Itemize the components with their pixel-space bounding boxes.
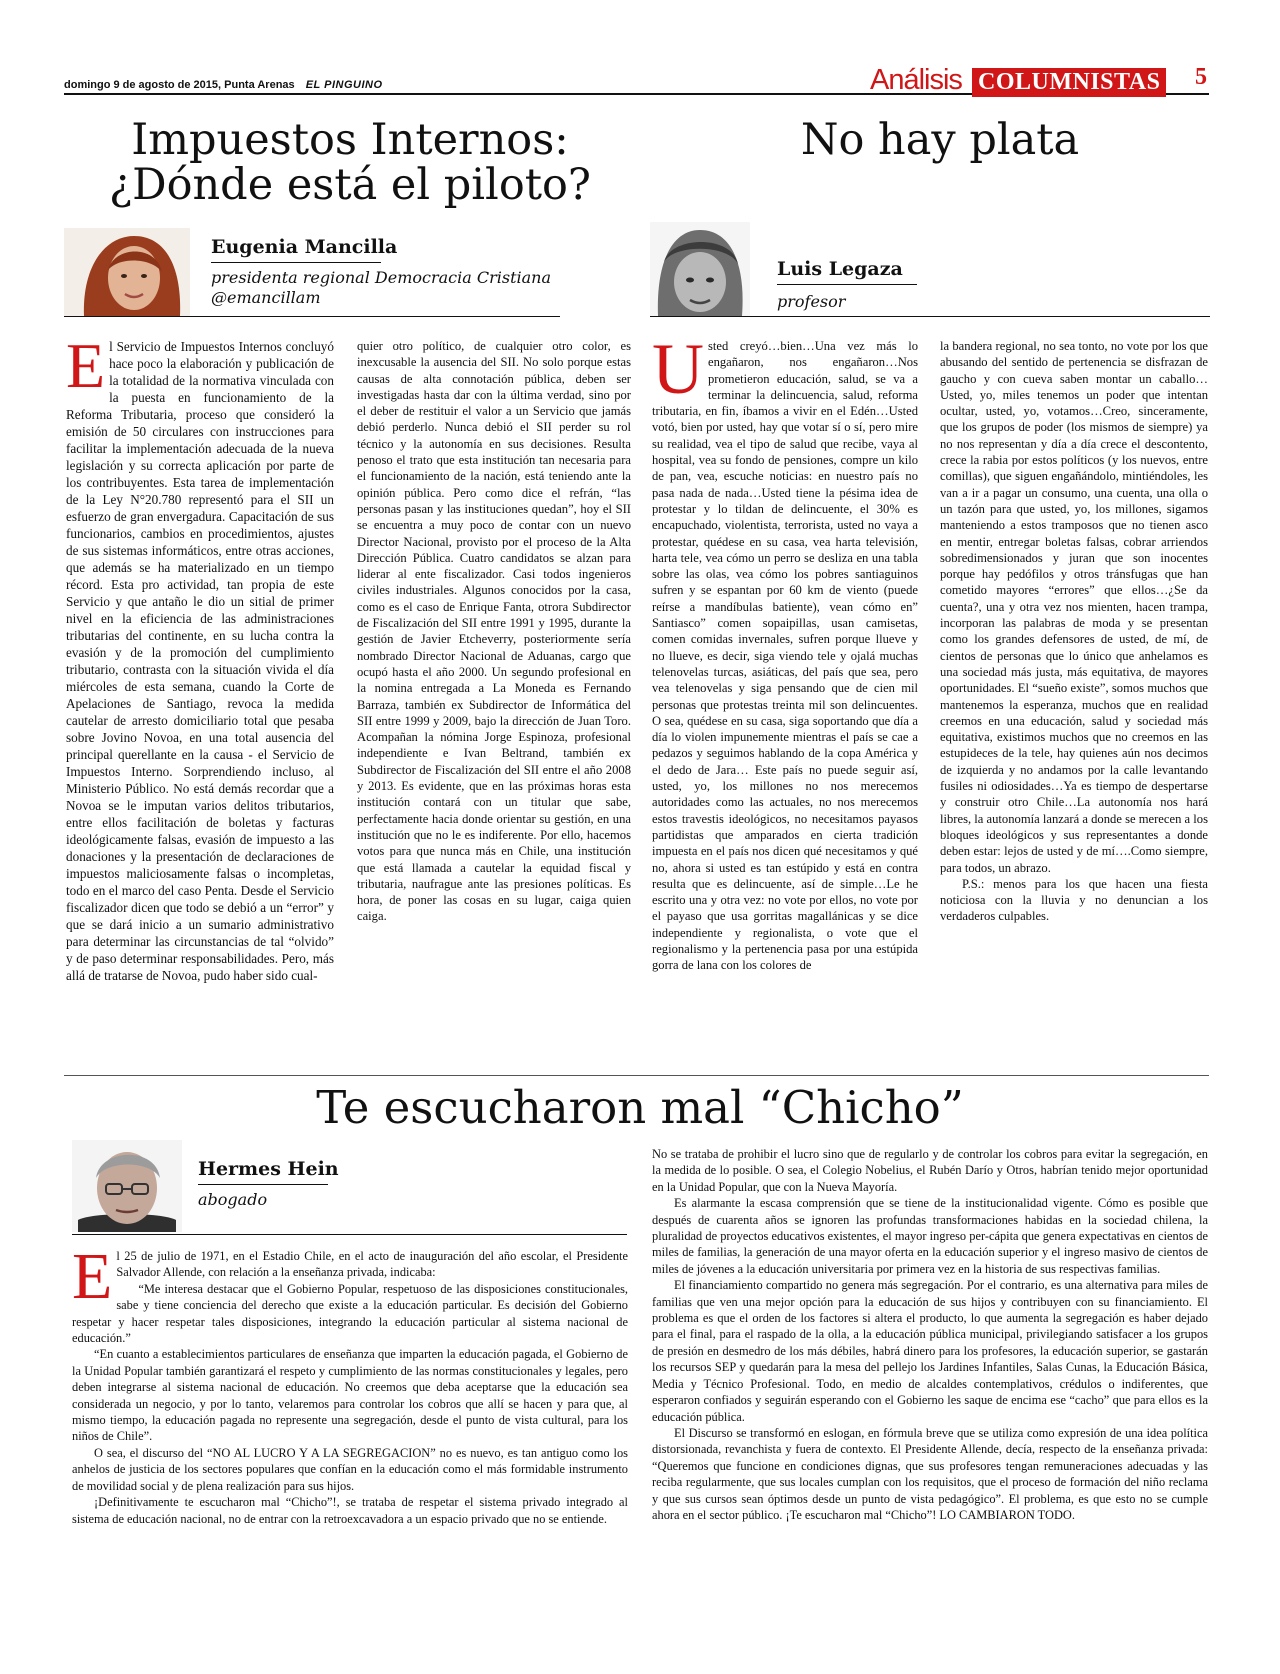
article3-drop-cap: E — [72, 1240, 113, 1313]
article2-author-role: profesor — [777, 292, 846, 311]
header-dateline-bar — [64, 79, 383, 91]
article2-author-name: Luis Legaza — [777, 258, 903, 280]
article1-author-title: presidenta regional Democracia Cristiana — [211, 268, 552, 287]
newspaper-brand: EL PINGUINO — [305, 79, 383, 91]
author-photo-luis-legaza — [650, 222, 750, 316]
article2-postscript: P.S.: menos para los que hacen una fiesta noticiosa con la lluvia y no denuncian a los verdaderos culpables. — [940, 876, 1208, 924]
article3-headline: Te escucharon mal “Chicho” — [316, 1081, 964, 1134]
article3-right-paragraph-4: El Discurso se transformó en eslogan, en fórmula breve que se utiliza como expresión de una idea política distorsionada, revanchista y fuera de contexto. El Presidente Allende, decía, respecto de la enseñanza privada: “Queremos que funcione en condiciones dignas, que sus profesores tengan remuneraciones adecuadas y las reciba regularmente, que sus locales cumplan con los requisitos, que el proceso de formación del niño reclama y que sus cursos sean óptimos desde un punto de vista pedagógico”. El problema, es que esto no se cumple ahora en el sector público. ¡Te escucharon mal “Chicho”! LO CAMBIARON TODO. — [652, 1425, 1208, 1522]
article1-headline-line1: Impuestos Internos: — [131, 115, 569, 165]
article1-byline-rule — [64, 316, 560, 317]
article2-body-2: la bandera regional, no sea tonto, no vote por los que abusando del sentido de pertenencia se disfrazan de gaucho y con cueva saben montar un caballo…Usted, yo, miles tenemos un poder que intentan ocultar, usted, yo, votamos…Creo, sinceramente, que los grupos de poder (los mismos de siempre) ya no nos representan y día a día crece el descontento, crece la rabia por estos políticos (y los nuevos, entre comillas), que siguen engañándolo, mintiéndoles, les van a ir a pagar un consumo, una cuenta, una olla o un tazón para que usted, yo, los millones, sigamos manteniendo a estos tramposos que no tienen asco en mentir, entregar boletas falsas, cobrar arriendos sobredimensionados y juran que son inocentes porque hay pedófilos y otros tránsfugas que han cometido mayores “errores” que ellos…¿Se da cuenta?, una y otra vez nos mienten, hacen trampa, incorporan las palabras de moda y se presentan como los grandes defensores de usted, de mí, de cientos de personas que lo único que anhelamos es una sociedad más justa, más equitativa, de mayores oportunidades. El “sueño existe”, somos muchos que mantenemos la esperanza, muchos que en realidad creemos en una educación, salud y sociedad más equitativa, existimos muchos que no creemos en las estupideces de la tele, hay quienes aún nos decimos de izquierda y no andamos por la calle levantando fusiles ni odiosidades…Ya es tiempo de despertarse y construir otro Chile…La autonomía nos hará libres, la autonomía lanzará a donde se merecen a los bloques ideológicos y sus representantes a donde deben estar: lejos de usted y de mí….Como siempre, para todos, un abrazo. — [940, 339, 1208, 875]
article2-column-2 — [940, 338, 1208, 1050]
article1-column-2 — [357, 338, 631, 1050]
article1-body-1: l Servicio de Impuestos Internos concluyó hace poco la elaboración y publicación de la totalidad de la normativa vinculada con la puesta en funcionamiento de la Reforma Tributaria, proceso que consideró la emisión de 50 circulares con instrucciones para facilitar la implementación adecuada de la nueva legislación y su correcta aplicación por parte de los contribuyentes. Esta tarea de implementación de la Ley N°20.780 representó para el SII un esfuerzo de gran envergadura. Capacitación de sus funcionarios, cambios en procedimientos, ajustes de sus sistemas informáticos, entre otras acciones, que además se ha materializado en un tiempo récord. Esta pro actividad, tan propia de este Servicio y que antaño le dio un sitial de primer nivel en la eficiencia de las administraciones tributarias del continente, en su lucha contra la evasión y de la promoción del cumplimiento tributario, contrasta con la situación vivida el día miércoles de esta semana, cuando la Corte de Apelaciones de Santiago, revoca la medida cautelar de arresto domiciliario total que pesaba sobre Jovino Novoa, en una total ausencia del principal querellante en la causa - el Servicio de Impuestos Interno. Sorprendiendo incluso, al Ministerio Público. No está demás recordar que a Novoa se le imputan varios delitos tributarios, entre ellos facilitación de boletas y facturas ideológicamente falsas, evasión de impuesto a las donaciones y la presentación de declaraciones de impuestos maliciosamente falsas o incompletas, todo en el marco del caso Penta. Desde el Servicio fiscalizador dicen que todo se debió a un “error” y que se dará inicio a un sumario administrativo para determinar las circunstancias de tal “olvido” y de paso determinar responsabilidades. Pero, más allá de tratarse de Novoa, pudo haber sido cual- — [66, 339, 334, 983]
article3-right-paragraph-2: Es alarmante la escasa comprensión que se tiene de la institucionalidad vigente. Cómo es posible que después de cuarenta años se ignoren las profundas transformaciones habidas en la sociedad chilena, la pluralidad de proyectos educativos existentes, el mayor ingreso per-cápita que genera expectativas en cientos de miles de familias, la generación de una mayor oferta en la educación superior y el ingreso masivo de cientos de miles de jóvenes a la educación universitaria por primera vez en la historia de sus respectivas familias. — [652, 1196, 1208, 1276]
article1-headline-line2: ¿Dónde está el piloto? — [109, 160, 591, 211]
article2-body-1: sted creyó…bien…Una vez más lo engañaron, nos engañaron…Nos prometieron educación, salud, se va a terminar la delincuencia, salud, reforma tributaria, en fin, íbamos a vivir en el Edén…Usted votó, bien por usted, hay que votar sí o sí, pero mire su realidad, vea el tipo de salud que recibe, vaya al hospital, vea su fondo de pensiones, compre un kilo de pan, vea, escuche noticias: en nuestro país no pasa nada de nada…Usted tiene la pésima idea de protestar y lo tildan de delincuente, el 30% es encapuchado, violentista, terrorista, usted no vaya a protestar, quédese en su casa, vea harta televisión, harta tele, vea cómo un perro se desliza en una tabla sobre las olas, vea cómo los pobres santiaguinos sufren y se espantan por 60 km de viento (puede reírse a mandíbulas batiente), vean cómo en” Santiasco” comen sopaipillas, usan camisetas, comen comidas invernales, sufren porque llueve y no llueve, es decir, siga viendo tele y ojalá muchas telenovelas turcas, asiáticas, del país que sea, pero vea telenovelas y siga pensando que de cien mil personas que protestas treinta mil son delincuentes. O sea, quédese en su casa, siga soportando que día a día lo violen impunemente mientras el país se cae a pedazos y seguimos hablando de la copa América y el dedo de Jara… Este país no puede seguir así, usted, yo, los millones no nos merecemos autoridades como las actuales, no nos merecemos estos travestis ideológicos, no necesitamos payasos partidistas que amparados en cierta tradición impuesta en el país nos dicen qué necesitamos y qué no, ahora si usted es tan estúpido y está en contra resulta que es delincuente, así de simple…Le he escrito una y otra vez: no vote por ellos, no vote por el payaso que usa gorritas magallánicas y se dice independiente y regionalista, o vote que el regionalismo y la pertenencia pasa por una estúpida gorra de lana con los colores de — [652, 339, 918, 973]
article1-author-name: Eugenia Mancilla — [211, 236, 398, 258]
article2-drop-cap: U — [652, 329, 704, 409]
article3-left-paragraph-3: “En cuanto a establecimientos particulares de enseñanza que imparten la educación pagada, el Gobierno de la Unidad Popular también garantizará el respeto y cumplimiento de las normas constitucionales y legales, pero deben integrarse al sistema nacional de educación. No creemos que deba aceptarse que la educación sea considerada un negocio, y por lo tanto, velaremos para controlar los cobros que allí se hacen y para que, al mismo tiempo, la educación pagada no represente una segregación, desde el punto de vista cultural, para los niños de Chile”. — [72, 1347, 628, 1444]
article3-left-paragraph-4: O sea, el discurso del “NO AL LUCRO Y A LA SEGREGACION” no es nuevo, es tan antiguo como los anhelos de justicia de los sectores populares que confían en la educación como el más formidable instrumento de movilidad social y de plena realización para sus hijos. — [72, 1445, 628, 1493]
article1-column-1 — [66, 330, 334, 1050]
article3-left-paragraph-5: ¡Definitivamente te escucharon mal “Chicho”!, se trataba de respetar el sistema privado integrado al sistema de educación nacional, no de entrar con la retroexcavadora a un espacio privado que no se entiende. — [72, 1495, 628, 1526]
author-photo-hermes-hein — [72, 1140, 182, 1232]
article3-column-right — [652, 1146, 1208, 1523]
article3-right-paragraph-3: El financiamiento compartido no genera más segregación. Por el contrario, es una alternativa para miles de familias que ven una mejor opción para la educación de sus hijos y contribuyen con su financiamiento. El problema es que el orden de los factores si altera el producto, lo que aumenta la segregación es haber dejado para el final, para el raspado de la olla, a la educación pública municipal, privilegiando satisfacer a los grupos de presión en desmedro de los más débiles, habrá dinero para los profesores, la educación superior, se gastarán los recursos SEP y quedarán para la mesa del pellejo los Jardines Infantiles, Salas Cunas, la Educación Básica, Media y Técnico Profesional. Todo, en medio de alcaldes contemplativos, crédulos o indiferentes, que esperaron confiados y seguirán esperando con el Gobierno les saque de encima ese “cacho” que para ellos es la educación pública. — [652, 1278, 1208, 1424]
article2-byline-rule — [650, 316, 1210, 317]
article3-byline-rule — [72, 1234, 627, 1235]
dateline: domingo 9 de agosto de 2015, Punta Arenas — [64, 79, 295, 91]
article2-column-1 — [652, 329, 918, 1050]
article1-author-handle: @emancillam — [211, 288, 321, 307]
article1-drop-cap: E — [66, 330, 106, 401]
section-badge: COLUMNISTAS — [972, 68, 1166, 97]
section-label: Análisis — [870, 64, 962, 96]
article3-right-paragraph-1: No se trataba de prohibir el lucro sino que de regularlo y de controlar los cobros para evitar la segregación, en la medida de lo posible. O sea, el Colegio Nobelius, el Rubén Darío y Otros, habrían tenido mejor oportunidad en la Unidad Popular, que con la Nueva Mayoría. — [652, 1147, 1208, 1194]
page-number: 5 — [1195, 64, 1207, 90]
section-divider — [64, 1075, 1209, 1076]
article1-author-role — [211, 268, 551, 308]
article3-left-paragraph-1: l 25 de julio de 1971, en el Estadio Chile, en el acto de inauguración del año escolar, el Presidente Salvador Allende, con relación a la enseñanza privada, indicaba: — [116, 1249, 628, 1280]
article3-author-name: Hermes Hein — [198, 1158, 339, 1180]
article2-name-rule — [777, 284, 917, 285]
article3-column-left — [72, 1240, 628, 1527]
article3-left-paragraph-2: “Me interesa destacar que el Gobierno Popular, respetuoso de las disposiciones constitucionales, sabe y tiene conciencia del derecho que existe a la educación particular. Es decisión del Gobierno respetar y hacer respetar tales disposiciones, integrando la educación particular al sistema nacional de educación.” — [72, 1281, 628, 1346]
author-photo-eugenia-mancilla — [64, 228, 190, 316]
article2-headline: No hay plata — [800, 115, 1080, 165]
article1-body-2: quier otro político, de cualquier otro color, es inexcusable la ausencia del SII. No solo porque estas causas de alta connotación pública, deben ser investigadas hasta dar con la última verdad, sino por el deber de restituir el valor a un Servicio que jamás debió perderlo. Nunca debió el SII perder su rol técnico y la autonomía en sus decisiones. Resulta penoso el trato que esta institución tan necesaria para el funcionamiento de la nación, está teniendo ante la opinión pública. Pero como dice el refrán, “las personas pasan y las instituciones quedan”, hoy el SII se encuentra a muy poco de contar con un nuevo Director Nacional, provisto por el proceso de la Alta Dirección Pública. Cuatro candidatos se alzan para liderar al ente fiscalizador. Casi todos ingenieros civiles industriales. Algunos conocidos por la casa, como es el caso de Enrique Fanta, otrora Subdirector de Fiscalización del SII entre 1991 y 1995, durante la gestión de Javier Etcheverry, posteriormente sería nombrado Director Nacional de Aduanas, cargo que ocupó hasta el año 2000. Un segundo profesional en la nomina entregada a La Moneda es Fernando Barraza, también ex Subdirector de Informática del SII entre 1999 y 2009, bajo la dirección de Juan Toro. Acompañan la nómina Jorge Espinoza, profesional independiente e Ivan Beltrand, también ex Subdirector de Fiscalización del SII entre el año 2008 y 2013. Es evidente, que en las próximas horas esta institución contará con un titular que sabe, perfectamente hacia donde orientar su gestión, en una institución que no le es indiferente. Por ello, hacemos votos para que nunca más en Chile, una institución que está llamada a cautelar la equidad fiscal y tributaria, naufrague ante las presiones políticas. Es hora, de poner las cosas en su lugar, caiga quien caiga. — [357, 339, 631, 924]
article3-name-rule — [198, 1184, 328, 1185]
article1-headline — [70, 115, 630, 211]
article3-author-role: abogado — [198, 1190, 268, 1209]
article1-name-rule — [211, 262, 381, 263]
